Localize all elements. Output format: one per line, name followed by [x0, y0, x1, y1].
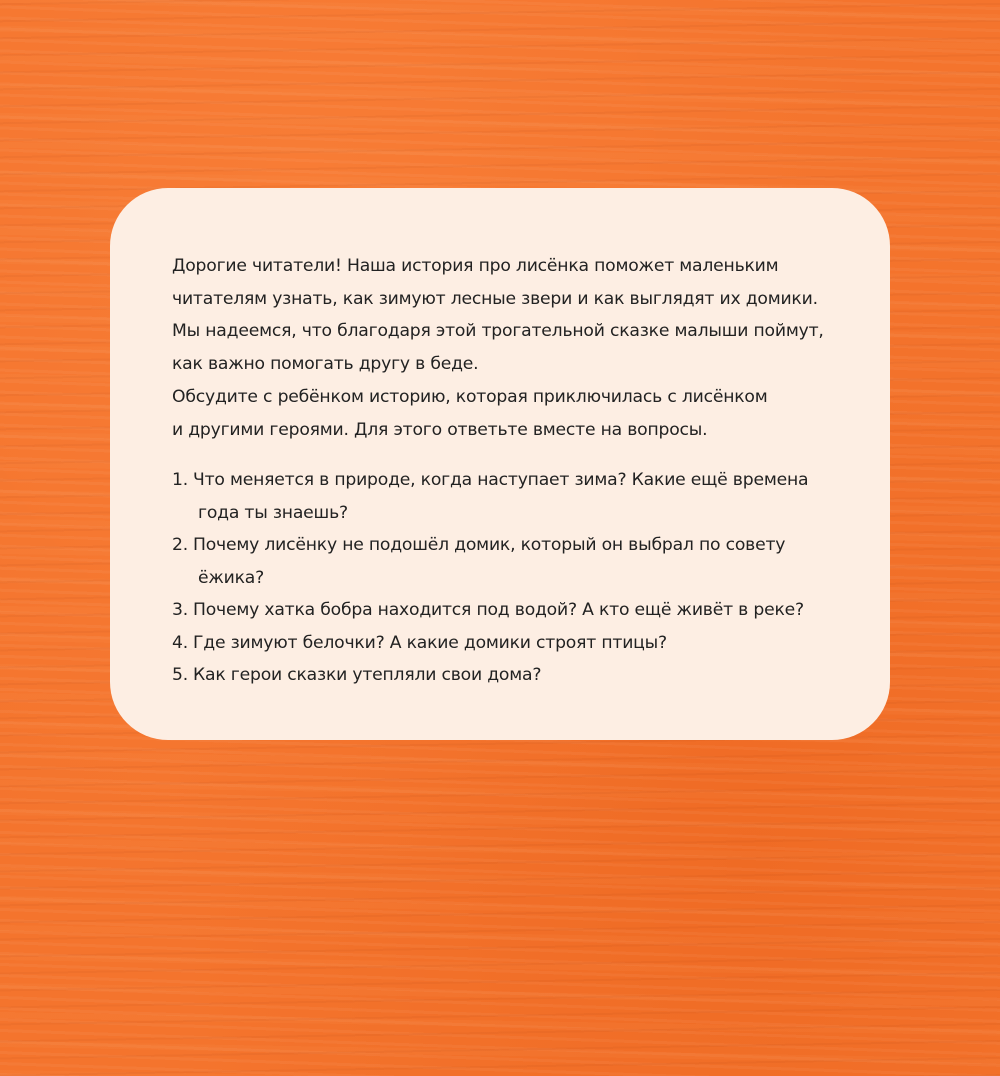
question-item — [172, 529, 850, 594]
intro-line: Дорогие читатели! Наша история про лисёнка поможет маленьким — [172, 256, 779, 276]
question-item — [172, 627, 850, 660]
question-number: 5. — [172, 665, 188, 686]
question-text: Как герои сказки утепляли свои дома? — [193, 665, 542, 686]
question-item — [172, 659, 850, 692]
question-item — [172, 594, 850, 627]
question-item — [172, 464, 850, 529]
intro-line: как важно помогать другу в беде. — [172, 354, 479, 375]
question-text: Где зимуют белочки? А какие домики строят птицы? — [193, 632, 667, 653]
question-number: 1. — [172, 470, 188, 491]
questions-list — [172, 464, 850, 692]
info-card — [110, 188, 890, 740]
intro-paragraph — [172, 250, 850, 446]
question-number: 3. — [172, 600, 188, 621]
question-text: Почему хатка бобра находится под водой? А кто ещё живёт в реке? — [193, 600, 804, 621]
question-number: 2. — [172, 535, 188, 556]
question-text: Что меняется в природе, когда наступает зима? Какие ещё времена — [193, 470, 809, 491]
question-text: Почему лисёнку не подошёл домик, который он выбрал по совету — [193, 535, 786, 556]
intro-line: Обсудите с ребёнком историю, которая приключилась с лисёнком — [172, 386, 768, 407]
question-text: ёжика? — [198, 567, 265, 588]
question-text: года ты знаешь? — [198, 502, 348, 523]
intro-line: читателям узнать, как зимуют лесные звери и как выглядят их домики. — [172, 288, 818, 309]
question-number: 4. — [172, 632, 188, 653]
intro-line: и другими героями. Для этого ответьте вместе на вопросы. — [172, 419, 708, 440]
intro-line: Мы надеемся, что благодаря этой трогательной сказке малыши поймут, — [172, 321, 824, 342]
